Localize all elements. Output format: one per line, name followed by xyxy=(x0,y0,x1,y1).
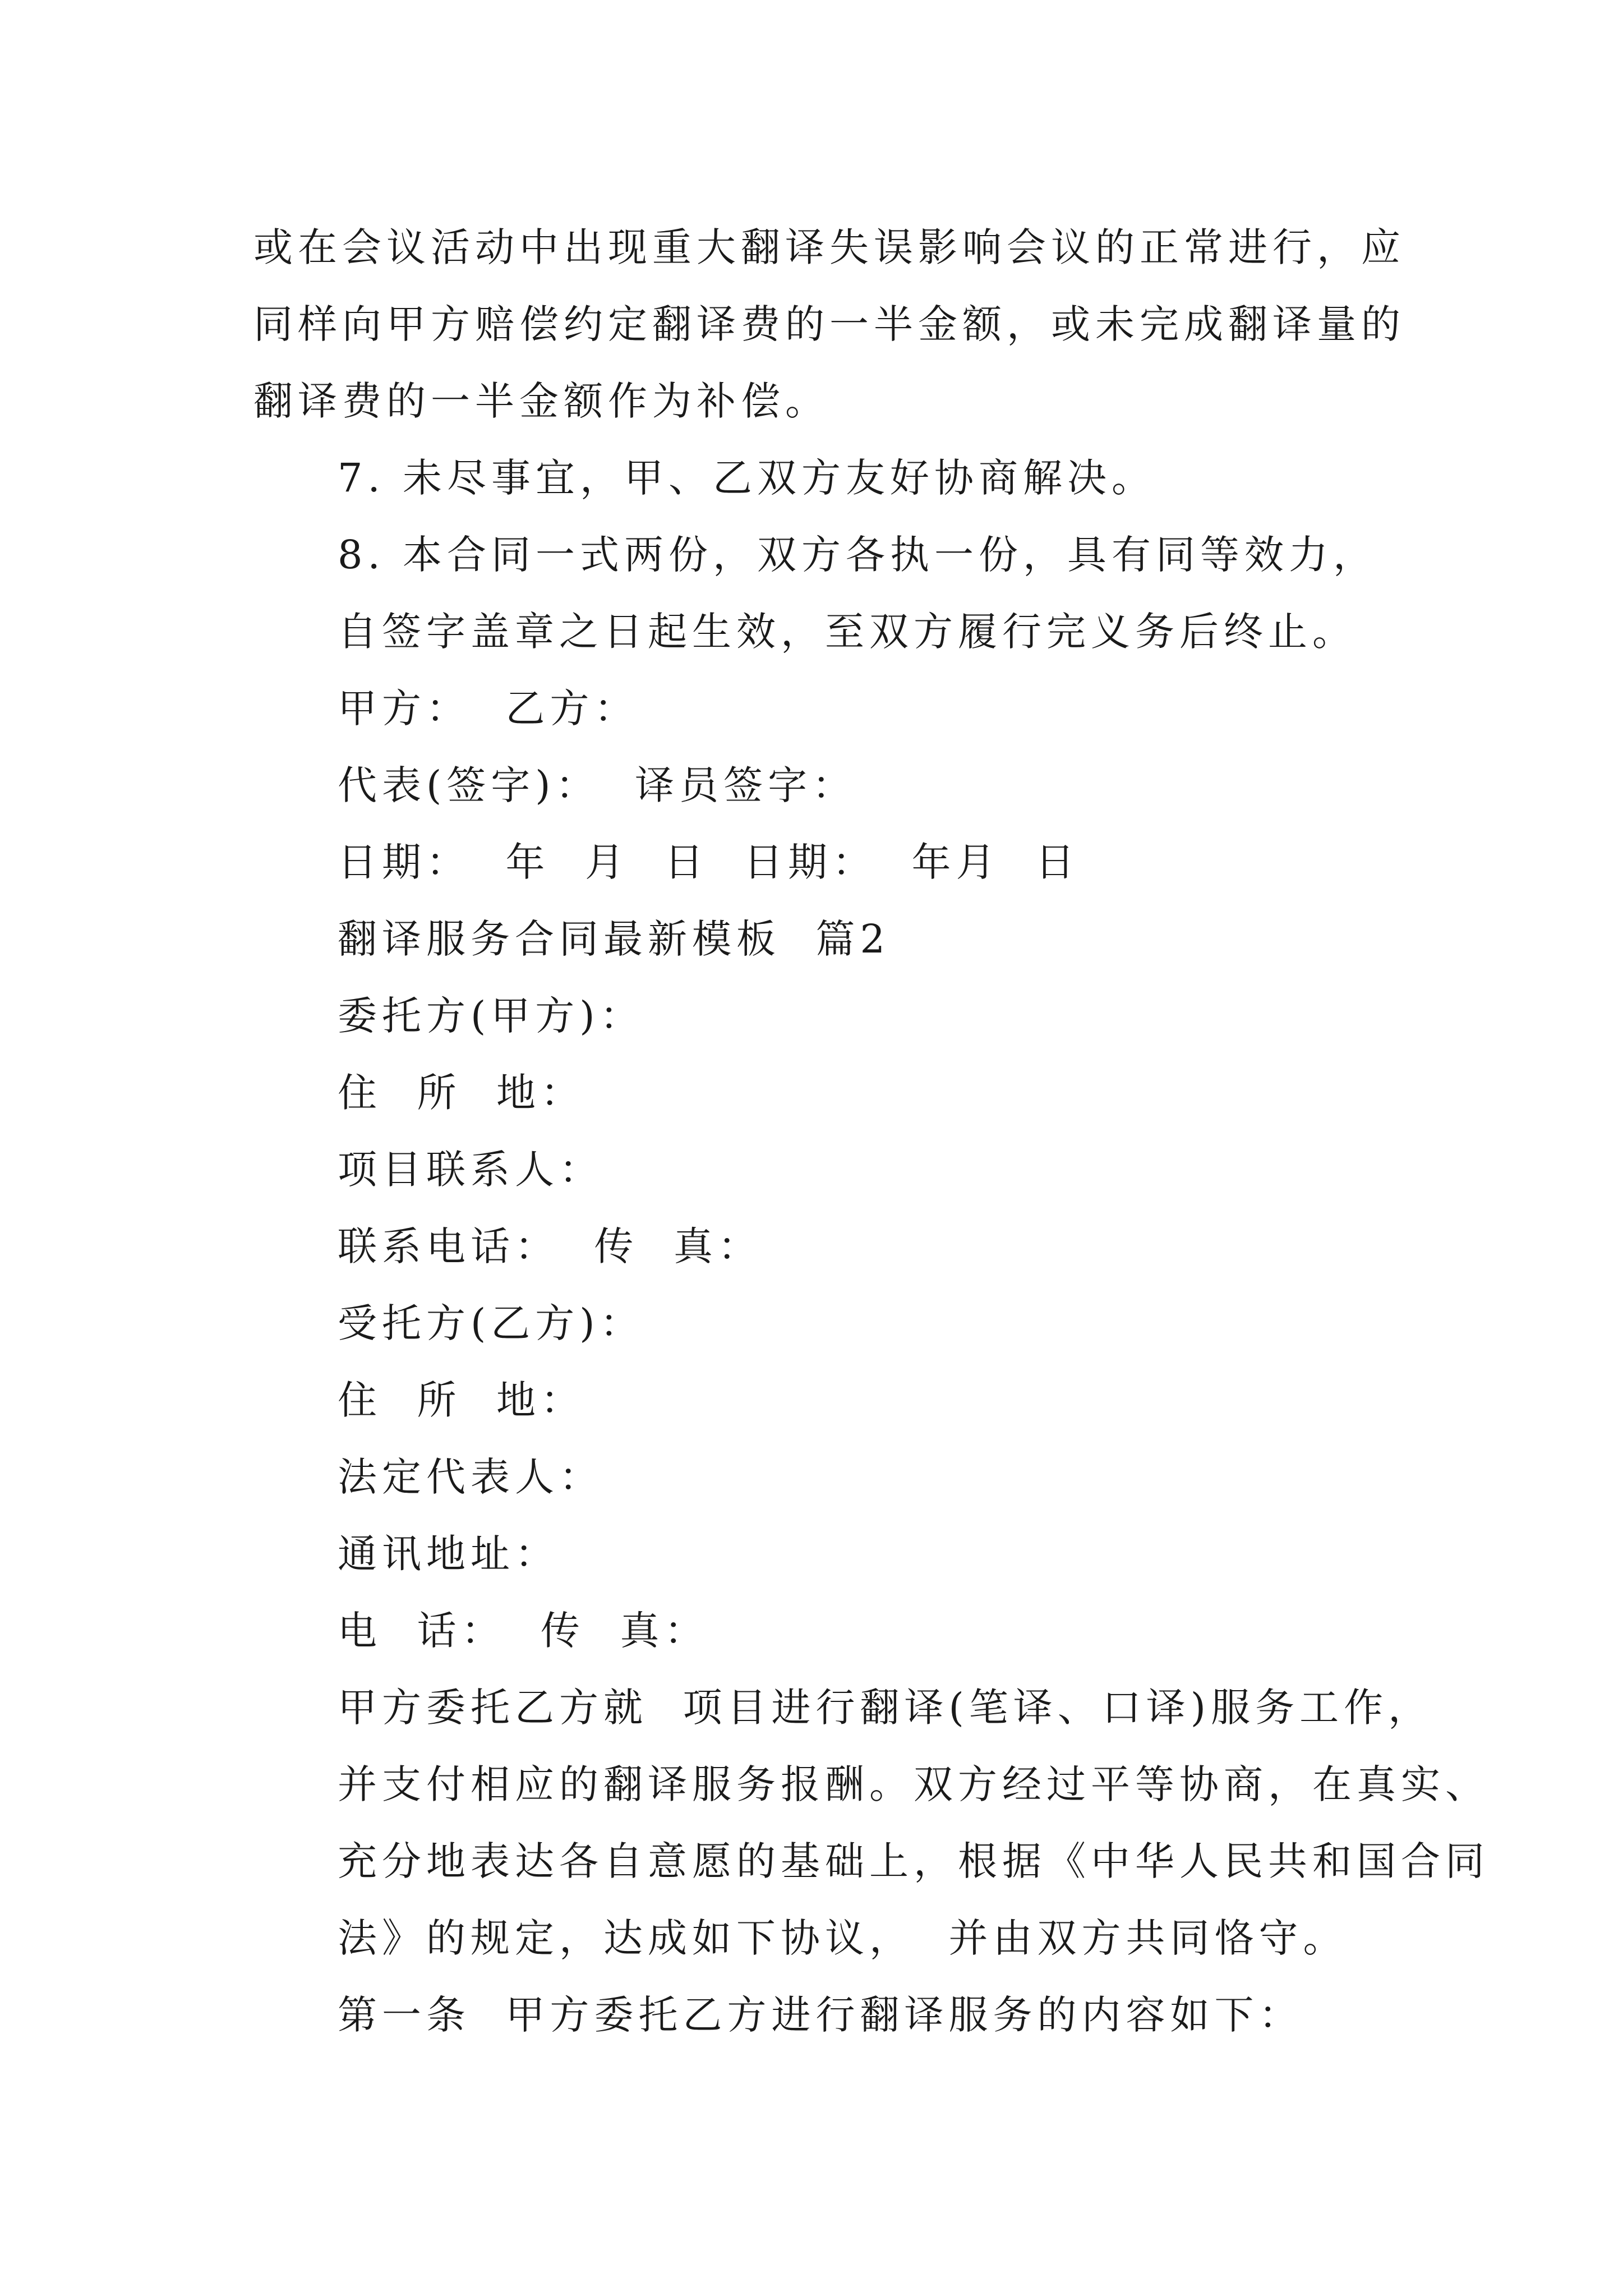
paragraph-client-address xyxy=(253,1055,1392,1131)
text-line: 日期： 年 月 日 日期： 年月 日 xyxy=(338,839,1080,885)
text-line: 住 所 地： xyxy=(338,1377,585,1423)
paragraph-project-contact xyxy=(253,1131,1392,1208)
paragraph-section-title xyxy=(253,901,1392,978)
document-body xyxy=(253,209,1490,2054)
paragraph-client-phone xyxy=(253,1208,1392,1285)
text-line: 受托方(乙方)： xyxy=(338,1300,644,1346)
text-line: 法定代表人： xyxy=(338,1454,603,1500)
text-line: 或在会议活动中出现重大翻译失误影响会议的正常进行，应 xyxy=(253,224,1405,270)
text-line: 委托方(甲方)： xyxy=(338,993,644,1039)
paragraph-clause-8 xyxy=(253,517,1392,670)
text-line: 第一条 甲方委托乙方进行翻译服务的内容如下： xyxy=(338,1992,1303,2038)
text-line: 翻译费的一半金额作为补偿。 xyxy=(253,378,829,424)
text-line: 代表(签字)： 译员签字： xyxy=(338,762,857,808)
text-line: 7. 未尽事宜，甲、乙双方友好协商解决。 xyxy=(338,455,1156,501)
paragraph-continuation xyxy=(253,209,1405,440)
text-line: 自签字盖章之日起生效，至双方履行完义务后终止。 xyxy=(338,609,1357,655)
text-line: 8. 本合同一式两份，双方各执一份，具有同等效力， xyxy=(338,532,1378,578)
paragraph-dates xyxy=(253,824,1392,901)
paragraph-preamble xyxy=(253,1669,1490,1977)
text-line: 法》的规定，达成如下协议， 并由双方共同恪守。 xyxy=(338,1915,1348,1961)
paragraph-client xyxy=(253,978,1392,1055)
text-line: 项目联系人： xyxy=(338,1147,603,1193)
text-line: 联系电话： 传 真： xyxy=(338,1223,763,1269)
text-line: 电 话： 传 真： xyxy=(338,1608,709,1654)
text-line: 甲方： 乙方： xyxy=(338,685,639,731)
paragraph-clause-7 xyxy=(253,440,1392,517)
paragraph-mail-address xyxy=(253,1516,1392,1593)
text-line: 甲方委托乙方就 项目进行翻译(笔译、口译)服务工作， xyxy=(338,1685,1433,1731)
text-line: 住 所 地： xyxy=(338,1070,585,1116)
paragraph-signatures xyxy=(253,747,1392,824)
text-line: 同样向甲方赔偿约定翻译费的一半金额，或未完成翻译量的 xyxy=(253,301,1405,347)
text-line: 并支付相应的翻译服务报酬。双方经过平等协商，在真实、 xyxy=(338,1761,1490,1807)
text-line: 通讯地址： xyxy=(338,1531,559,1577)
paragraph-contractor-phone xyxy=(253,1593,1392,1669)
text-line: 充分地表达各自意愿的基础上，根据《中华人民共和国合同 xyxy=(338,1838,1490,1884)
paragraph-parties xyxy=(253,670,1392,747)
paragraph-contractor xyxy=(253,1285,1392,1362)
paragraph-article-1 xyxy=(253,1977,1392,2054)
paragraph-contractor-address xyxy=(253,1362,1392,1439)
paragraph-legal-rep xyxy=(253,1439,1392,1516)
text-line: 翻译服务合同最新模板 篇2 xyxy=(338,916,891,962)
